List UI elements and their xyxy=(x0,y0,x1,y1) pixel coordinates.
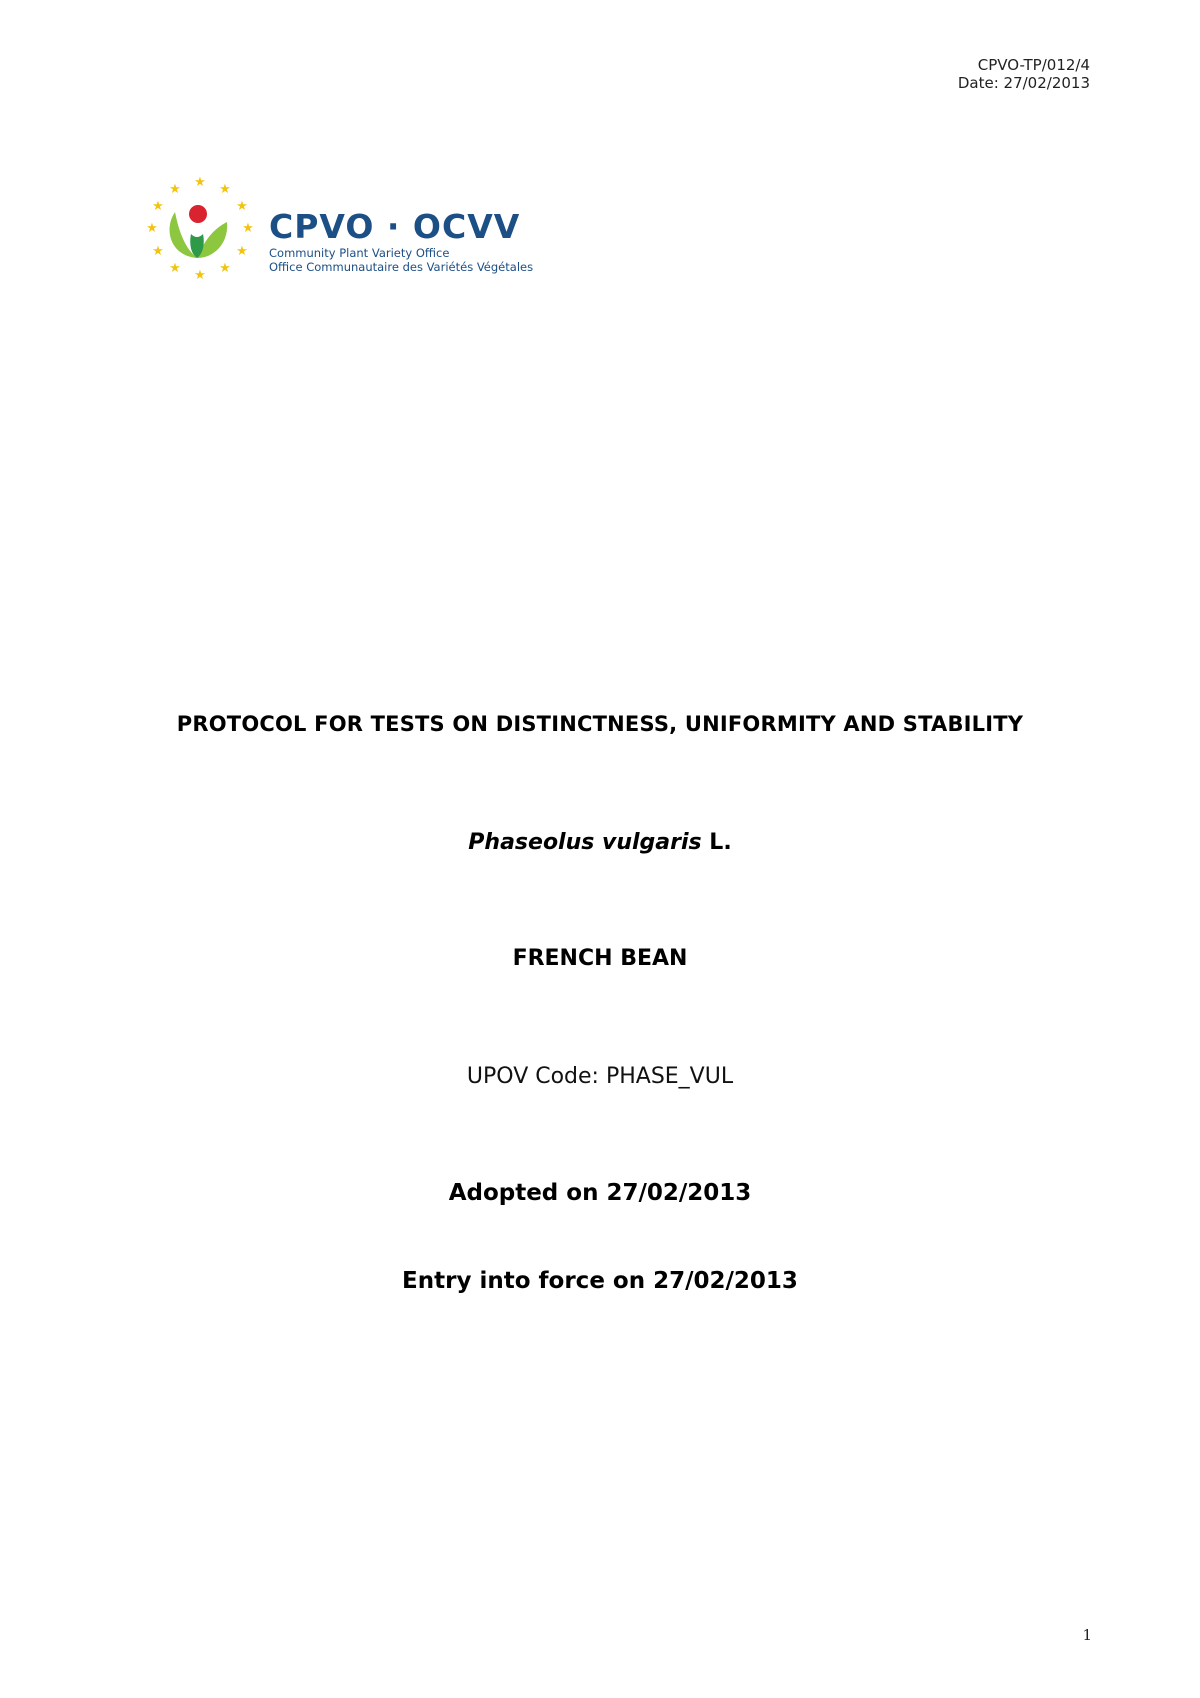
red-dot xyxy=(189,205,207,223)
svg-text:★: ★ xyxy=(146,221,158,236)
svg-text:★: ★ xyxy=(236,199,248,214)
svg-text:★: ★ xyxy=(169,261,181,276)
logo-wordmark: CPVO · OCVV xyxy=(269,207,521,246)
species-name xyxy=(0,830,1200,855)
cpvo-emblem-icon xyxy=(145,172,255,284)
adopted-date: Adopted on 27/02/2013 xyxy=(448,1180,752,1206)
logo-text-block xyxy=(269,208,533,274)
species-author: L. xyxy=(701,830,732,855)
logo-subtitle-en: Community Plant Variety Office xyxy=(269,246,450,260)
svg-text:★: ★ xyxy=(219,182,231,197)
svg-text:★: ★ xyxy=(169,182,181,197)
page-number: 1 xyxy=(1082,1626,1092,1644)
svg-text:★: ★ xyxy=(242,221,254,236)
cpvo-logo xyxy=(145,172,545,302)
svg-text:★: ★ xyxy=(194,175,206,190)
document-title: PROTOCOL FOR TESTS ON DISTINCTNESS, UNIFORMITY AND STABILITY xyxy=(176,712,1024,736)
logo-subtitle-fr: Office Communautaire des Variétés Végétales xyxy=(269,260,534,274)
svg-text:★: ★ xyxy=(219,261,231,276)
doc-ref-code: CPVO-TP/012/4 xyxy=(977,56,1090,74)
entry-into-force-date: Entry into force on 27/02/2013 xyxy=(402,1268,798,1294)
star-ring xyxy=(146,175,254,283)
svg-text:★: ★ xyxy=(236,244,248,259)
svg-text:★: ★ xyxy=(152,244,164,259)
common-name: FRENCH BEAN xyxy=(512,946,688,971)
document-reference xyxy=(958,56,1090,92)
svg-text:★: ★ xyxy=(152,199,164,214)
doc-date: Date: 27/02/2013 xyxy=(957,74,1090,92)
upov-code: UPOV Code: PHASE_VUL xyxy=(466,1064,734,1089)
species-latin: Phaseolus vulgaris xyxy=(468,830,702,855)
svg-text:★: ★ xyxy=(194,268,206,283)
